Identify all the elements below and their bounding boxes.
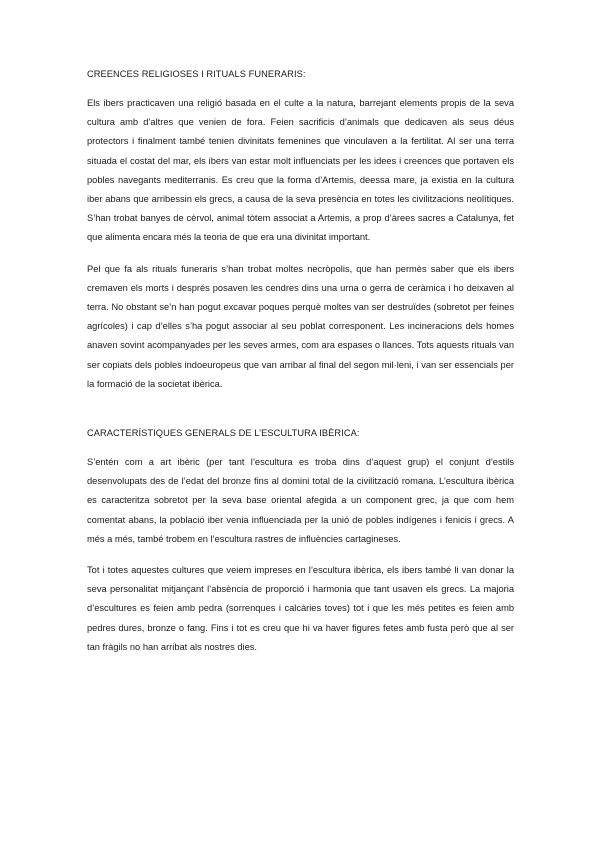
section-religious-beliefs [87,67,514,394]
paragraph: Pel que fa als rituals funeraris s’han trobat moltes necròpolis, que han permès saber que els ibers cremaven els morts i després posaven les cendres dins una urna o gerra de ceràmica i ho deixaven al terra. No obstant se’n han pogut excavar poques perquè moltes van ser destruïdes (sobretot per feines agrícoles) i cap d’elles s’ha pogut associar al seu poblat corresponent. Les incineracions dels homes anaven sovint acompanyades per les seves armes, com ara espases o llances. Tots aquests rituals van ser copiats dels pobles indoeuropeus que van arribar al final del segon mil·leni, i van ser essencials per la formació de la societat ibèrica. [87,263,514,389]
paragraph: Els ibers practicaven una religió basada en el culte a la natura, barrejant elements propis de la seva cultura amb d’altres que venien de fora. Feien sacrificis d’animals que dedicaven als seus déus protectors i finalment també tenien divinitats femenines que vinculaven a la fertilitat. Al ser una terra situada el costat del mar, els ibers van estar molt influenciats per les idees i creences que portaven els pobles navegants mediterranis. Es creu que la forma d’Artemis, deessa mare, ja existia en la cultura iber abans que arribessin els grecs, a causa de la seva presència en totes les civilitzacions neolítiques. S’han trobat banyes de cèrvol, animal tòtem associat a Artemis, a prop d’àrees sacres a Catalunya, fet que alimenta encara més la teoria de que era una divinitat important. [87,98,514,243]
paragraph: Tot i totes aquestes cultures que veiem impreses en l’escultura ibèrica, els ibers també li van donar la seva personalitat mitjançant l’absència de proporció i harmonia que tant usaven els grecs. La majoria d’escultures es feien amb pedra (sorrenques i calcàries toves) tot i que les més petites es feien amb pedres dures, bronze o fang. Fins i tot es creu que hi va haver figures fetes amb fusta però que al ser tan fràgils no han arribat als nostres dies. [87,565,514,652]
section-heading: CARACTERÍSTIQUES GENERALS DE L’ESCULTURA IBÈRICA: [87,428,360,439]
section-heading: CREENCES RELIGIOSES I RITUALS FUNERARIS: [87,69,306,79]
section-spacer [87,406,514,426]
paragraph: S’entén com a art ibèric (per tant l’escultura es troba dins d’aquest grup) el conjunt d’estils desenvolupats des de l’edat del bronze fins al domini total de la civilització romana. L’escultura ibèrica es caracteritza sobretot per la seva base oriental afegida a un component grec, ja que com hem comentat abans, la població iber venia influenciada per la unió de pobles indígenes i fenicis i grecs. A més a més, també trobem en l’escultura rastres de influències cartagineses. [87,457,514,544]
page-content [87,67,514,669]
section-iberian-sculpture [87,426,514,657]
